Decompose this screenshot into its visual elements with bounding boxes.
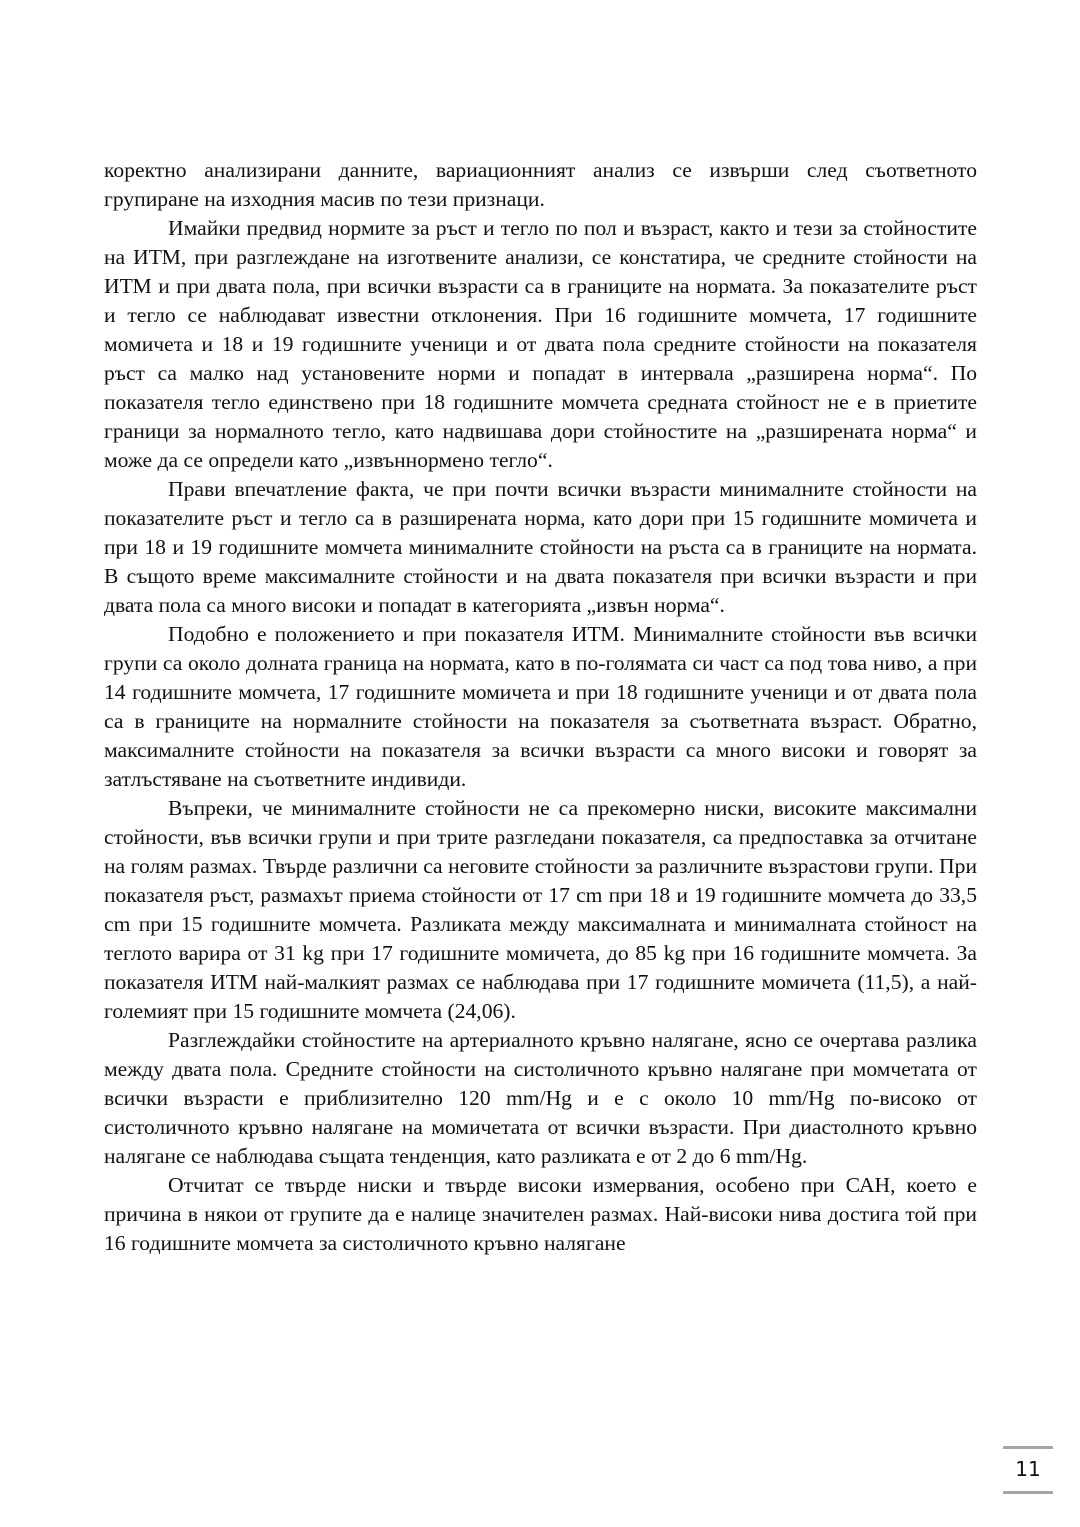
page-number-top-rule	[1003, 1446, 1053, 1449]
page-number: 11	[1015, 1457, 1041, 1481]
paragraph-5: Въпреки, че минималните стойности не са прекомерно ниски, високите максимални стойности, във всички групи и при трите разгледани показателя, са предпоставка за отчитане на голям размах. Твърде различни са неговите стойности за различните възрастови групи. При показателя ръст, размахът приема стойности от 17 cm при 18 и 19 годишните момчета до 33,5 cm при 15 годишните момчета. Разликата между максималната и минималната стойност на теглото варира от 31 kg при 17 годишните момичета, до 85 kg при 16 годишните момчета. За показателя ИТМ най-малкият размах се наблюдава при 17 годишните момичета (11,5), а най-големият при 15 годишните момчета (24,06).	[104, 796, 977, 1023]
paragraph-7: Отчитат се твърде ниски и твърде високи измервания, особено при САН, което е причина в някои от групите да е налице значителен размах. Най-високи нива достига той при 16 годишните момчета за систоличното кръвно налягане	[104, 1173, 977, 1255]
paragraph-4: Подобно е положението и при показателя ИТМ. Минималните стойности във всички групи са около долната граница на нормата, като в по-голямата си част са под това ниво, а при 14 годишните момчета, 17 годишните момичета и при 18 годишните ученици и от двата пола са в границите на нормалните стойности на показателя за съответната възраст. Обратно, максималните стойности на показателя за всички възрасти са много високи и говорят за затлъстяване на съответните индивиди.	[104, 622, 977, 791]
paragraph-6: Разглеждайки стойностите на артериалното кръвно налягане, ясно се очертава разлика между двата пола. Средните стойности на систоличното кръвно налягане при момчетата от всички възрасти е приблизително 120 mm/Hg и е с около 10 mm/Hg по-високо от систоличното кръвно налягане на момичетата от всички възрасти. При диастолното кръвно налягане се наблюдава същата тенденция, като разликата е от 2 до 6 mm/Hg.	[104, 1028, 977, 1168]
paragraph-2: Имайки предвид нормите за ръст и тегло по пол и възраст, както и тези за стойностите на ИТМ, при разглеждане на изготвените анализи, се констатира, че средните стойности на ИТМ и при двата пола, при всички възрасти са в границите на нормата. За показателите ръст и тегло се наблюдават известни отклонения. При 16 годишните момчета, 17 годишните момичета и 18 и 19 годишните ученици и от двата пола средните стойности на показателя ръст са малко над установените норми и попадат в интервала „разширена норма“. По показателя тегло единствено при 18 годишните момчета средната стойност не е в приетите граници за нормалното тегло, като надвишава дори стойностите на „разширената норма“ и може да се определи като „извъннормено тегло“.	[104, 216, 977, 472]
body-text	[104, 156, 977, 1258]
paragraph-3: Прави впечатление факта, че при почти всички възрасти минималните стойности на показателите ръст и тегло са в разширената норма, като дори при 15 годишните момичета и при 18 и 19 годишните момчета минималните стойности на ръста са в границите на нормата. В същото време максималните стойности и на двата показателя при всички възрасти и при двата пола са много високи и попадат в категорията „извън норма“.	[104, 477, 977, 617]
page-number-box	[1003, 1446, 1053, 1494]
paragraph-1: коректно анализирани данните, вариационният анализ се извърши след съответното групиране на изходния масив по тези признаци.	[104, 158, 977, 211]
page-number-bottom-rule	[1003, 1491, 1053, 1494]
